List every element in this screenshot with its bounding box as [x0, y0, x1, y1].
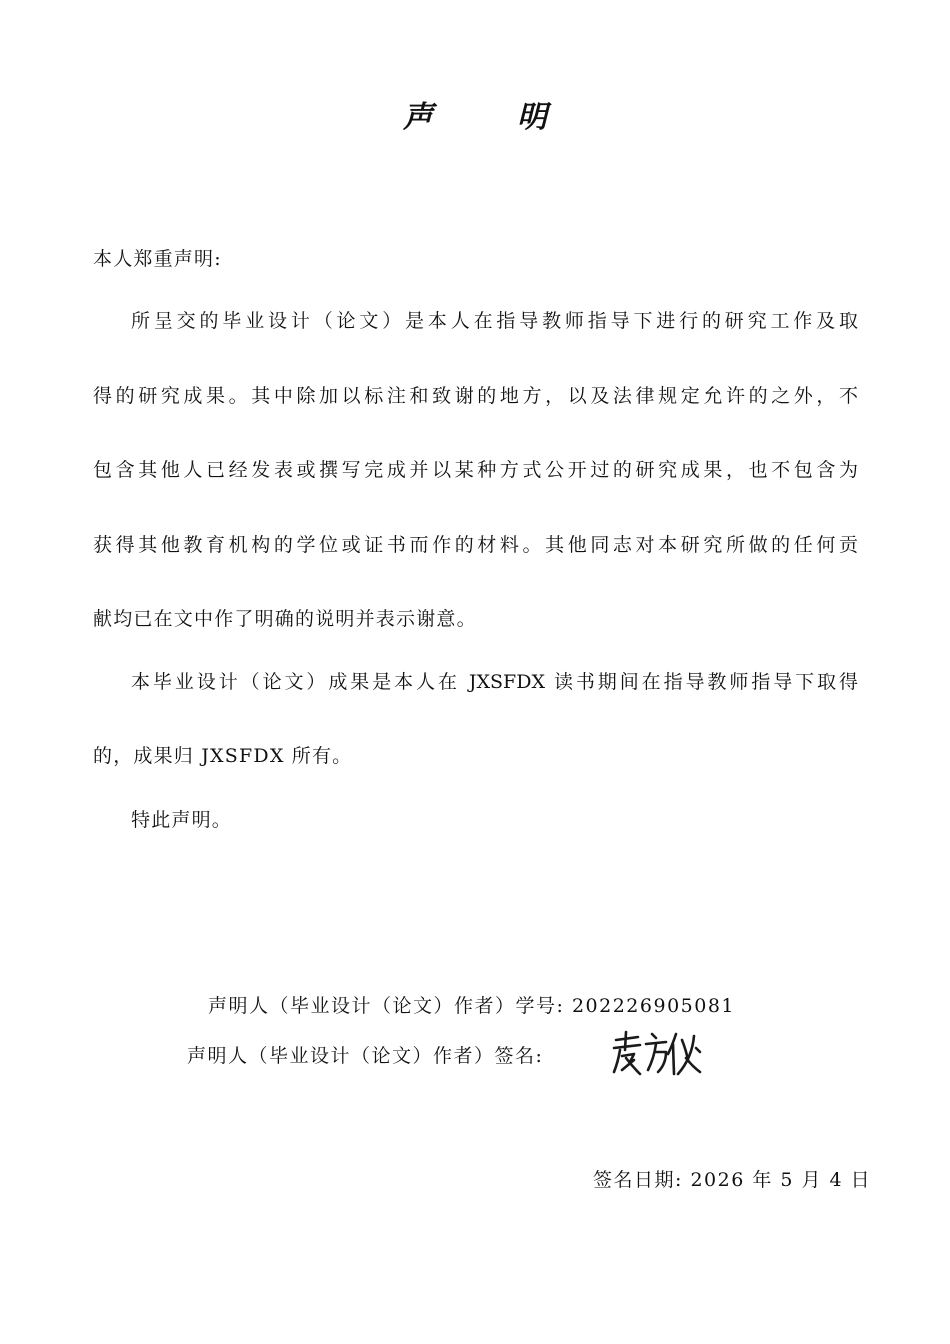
paragraph2-line1: 本毕业设计（论文）成果是本人在 JXSFDX 读书期间在指导教师指导下取得	[131, 671, 858, 693]
paragraph1-line2: 得的研究成果。其中除加以标注和致谢的地方，以及法律规定允许的之外，不	[93, 385, 858, 407]
title-char-2: 明	[517, 100, 547, 135]
date-label: 签名日期:	[593, 1169, 683, 1191]
student-id-value: 202226905081	[571, 995, 736, 1017]
paragraph1-line5: 献均已在文中作了明确的说明并表示谢意。	[93, 608, 477, 630]
title-char-1: 声	[403, 100, 433, 135]
paragraph1-line4: 获得其他教育机构的学位或证书而作的材料。其他同志对本研究所做的任何贡	[93, 534, 858, 556]
handwritten-signature	[608, 1028, 704, 1078]
signature-label: 声明人（毕业设计（论文）作者）签名:	[187, 1045, 544, 1067]
closing-text: 特此声明。	[131, 809, 233, 831]
paragraph1-line1: 所呈交的毕业设计（论文）是本人在指导教师指导下进行的研究工作及取	[131, 310, 858, 332]
student-id-label: 声明人（毕业设计（论文）作者）学号:	[208, 995, 565, 1017]
intro-text: 本人郑重声明:	[93, 248, 222, 270]
date-value: 2026 年 5 月 4 日	[690, 1169, 872, 1191]
paragraph1-line3: 包含其他人已经发表或撰写完成并以某种方式公开过的研究成果，也不包含为	[93, 459, 858, 481]
signing-date-row	[593, 1166, 871, 1194]
paragraph2-line2: 的，成果归 JXSFDX 所有。	[93, 745, 353, 767]
student-id-row	[208, 992, 735, 1020]
page-title	[0, 92, 950, 136]
